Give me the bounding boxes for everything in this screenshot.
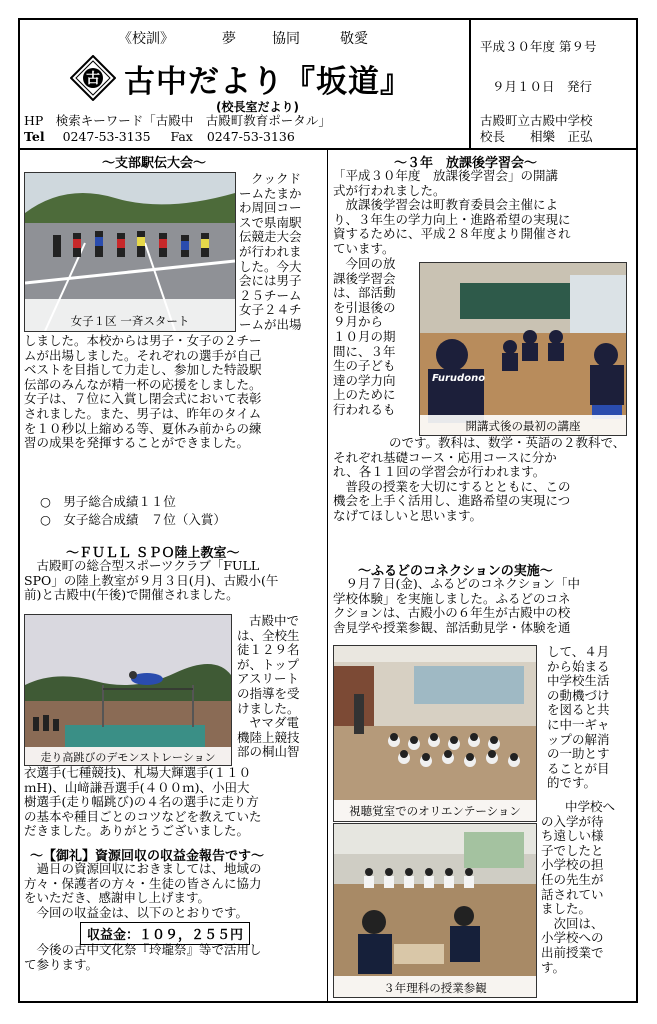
study-heading: ～３年 放課後学習会～ xyxy=(394,156,538,171)
text-line: て参ります。 xyxy=(24,956,99,972)
text-line: ち遠しい様 xyxy=(541,828,604,844)
result-female: ○ 女子総合成績 ７位（入賞） xyxy=(40,511,226,527)
connection-side-text-1 xyxy=(547,645,633,791)
text-line: 今回の収益金は、以下のとおりです。 xyxy=(24,904,249,920)
text-line: 過日の資源回収におきましては、地域の xyxy=(24,861,262,876)
text-line: 話されてい xyxy=(541,886,604,902)
text-line: しました。本校からは男子・女子の２チー xyxy=(24,333,262,348)
fullspo-body-text xyxy=(24,766,324,839)
study-photo-caption: 開講式後の最初の講座 xyxy=(465,419,581,433)
text-line: 中学校へ xyxy=(565,799,616,814)
text-line: １０月の期 xyxy=(333,328,396,344)
text-line: 間に、３年 xyxy=(333,343,396,359)
text-line: 今回の放 xyxy=(333,256,396,271)
text-line: ベストを目指して力走し、参加した特設駅 xyxy=(24,362,262,378)
ekiden-results xyxy=(40,495,320,527)
result-male: ○ 男子総合成績１１位 xyxy=(40,494,176,509)
text-line: が、トップ xyxy=(237,656,300,672)
text-line: 徒１２９名 xyxy=(237,642,300,658)
text-line: に中一ギャ xyxy=(547,716,610,732)
connection-photo-1 xyxy=(333,645,537,822)
study-body-text xyxy=(333,436,633,524)
connection-side-text-2 xyxy=(541,800,633,975)
study-shirt-text: Furudono xyxy=(432,373,486,384)
text-line: ームが出場 xyxy=(239,316,302,332)
ekiden-photo xyxy=(24,172,236,332)
header xyxy=(20,20,636,148)
recycle-heading: ～【御礼】資源回収の収益金報告です～ xyxy=(30,849,265,864)
fax-label: Fax xyxy=(170,129,193,144)
text-line: 放課後学習会は町教育委員会主催によ xyxy=(333,197,559,213)
connection-photo-2 xyxy=(333,823,537,998)
text-line: れ、各１１回の学習会が行われます。 xyxy=(333,464,546,480)
text-line: クックド xyxy=(251,171,302,186)
text-line: 出前授業で xyxy=(541,944,604,960)
text-line: 前)と古殿中(午後)で開催されました。 xyxy=(24,587,239,603)
text-line: 達の学力向 xyxy=(333,372,396,388)
motto-label: 《校訓》 xyxy=(118,31,174,47)
text-line: 資するために、平成２８年度より開催され xyxy=(333,226,571,242)
text-line: の指導を受 xyxy=(237,685,300,701)
text-line: 機陸上競技 xyxy=(237,729,300,745)
text-line: 樹選手(走り幅跳び)の４名の選手に走り方 xyxy=(24,794,259,810)
text-line: の動機づけ xyxy=(547,687,610,703)
text-line: わ周回コー xyxy=(239,200,302,216)
tel-line xyxy=(24,130,295,145)
text-line: を引退後の xyxy=(333,299,396,315)
study-side-text xyxy=(333,257,417,418)
text-line: 伝部のみんなが精一杯の応援をしました。 xyxy=(24,376,262,392)
motto-word-2: 協同 xyxy=(272,31,300,47)
fullspo-side-text xyxy=(237,614,325,760)
text-line: 式が行われました。 xyxy=(333,182,446,198)
text-line: クションは、古殿小の６年生が古殿中の校 xyxy=(333,605,571,621)
text-line: を図ると共 xyxy=(547,702,610,718)
fax-number: 0247-53-3136 xyxy=(206,129,295,144)
school-logo-text: 古 xyxy=(86,71,100,87)
text-line: 的です。 xyxy=(547,775,597,791)
text-line: の基本や種目ごとのコツなどを教えていた xyxy=(24,808,262,824)
text-line: ました。 xyxy=(541,901,592,917)
text-line: 中学校生活 xyxy=(547,673,610,689)
text-line: す。 xyxy=(541,959,566,975)
school-name: 古殿町立古殿中学校 xyxy=(480,113,593,128)
text-line: ップの解消 xyxy=(547,731,610,747)
column-divider xyxy=(327,150,328,1001)
text-line: けました。 xyxy=(237,700,300,716)
text-line: ることが目 xyxy=(547,760,610,776)
text-line: 習の成果を発揮することができました。 xyxy=(24,435,250,451)
text-line: 普段の授業を大切にするとともに、この xyxy=(333,478,571,494)
principal-name: 校長 相樂 正弘 xyxy=(480,129,593,144)
text-line: 小学校への xyxy=(541,930,604,946)
recycle-amount: 収益金：１０９，２５５円 xyxy=(80,922,250,945)
fullspo-photo-caption: 走り高跳びのデモンストレーション xyxy=(40,751,216,764)
fullspo-heading: ～ＦＵＬＬ ＳＰＯ陸上教室～ xyxy=(66,546,240,561)
text-line: ２５チーム xyxy=(239,287,302,303)
text-line: から始まる xyxy=(547,658,610,674)
text-line: り、３年生の学力向上・進路希望の実現に xyxy=(333,211,571,227)
text-line: 伝競走大会 xyxy=(239,229,302,245)
text-line: されました。また、男子は、昨年のタイム xyxy=(24,405,262,421)
text-line: 古殿中で xyxy=(249,613,300,628)
text-line: 女子は、７位に入賞し閉会式において表彰 xyxy=(24,391,262,407)
text-line: 課後学習会 xyxy=(333,270,396,286)
text-line: 「平成３０年度 放課後学習会」の開講 xyxy=(333,168,559,183)
text-line: 女子２４チ xyxy=(239,302,302,318)
text-line: スで県南駅 xyxy=(239,214,302,230)
connection-intro-text xyxy=(333,577,633,635)
text-line: は、部活動 xyxy=(333,285,396,301)
text-line: 部の桐山智 xyxy=(237,744,300,760)
newsletter-title: 古中だより『坂道』 xyxy=(124,64,412,100)
text-line: ヤマダ電 xyxy=(249,715,300,731)
text-line: は、全校生 xyxy=(237,627,300,643)
text-line: をいただき、感謝申し上げます。 xyxy=(24,890,211,906)
text-line: 機会を上手く活用し、進路希望の実現につ xyxy=(333,493,571,509)
recycle-closing-text xyxy=(24,943,324,972)
text-line: 子でしたと xyxy=(541,842,604,858)
text-line: 任の先生が xyxy=(541,871,604,887)
ekiden-side-text xyxy=(239,172,325,333)
text-line: だきました。ありがとうございました。 xyxy=(24,823,250,839)
text-line: 舎見学や授業参観、部活動見学・体験を通 xyxy=(333,619,571,635)
text-line: して、４月 xyxy=(547,644,610,659)
connection-photo-1-caption: 視聴覚室でのオリエンテーション xyxy=(349,804,521,818)
text-line: の一助とす xyxy=(547,746,610,762)
text-line: 生の子ども xyxy=(333,358,396,374)
text-line: なげてほしいと思います。 xyxy=(333,507,483,523)
text-line: ています。 xyxy=(333,240,395,256)
study-photo xyxy=(419,262,627,436)
text-line: を１０秒以上縮める等、夏休み前からの練 xyxy=(24,420,262,436)
fullspo-photo xyxy=(24,614,232,766)
text-line: 今後の古中文化祭『玲瓏祭』等で活用し xyxy=(24,942,262,957)
text-line: ームたまか xyxy=(239,185,302,201)
text-line: アスリート xyxy=(237,671,300,687)
text-line: ムが出場しました。それぞれの選手が自己 xyxy=(24,347,262,363)
fullspo-intro-text xyxy=(24,559,324,603)
connection-heading: ～ふるどのコネクションの実施～ xyxy=(358,564,553,579)
text-line: ９月７日(金)、ふるどのコネクション「中 xyxy=(333,576,581,591)
text-line: それぞれ基礎コース・応用コースに分か xyxy=(333,449,557,465)
header-rule xyxy=(20,148,636,150)
text-line: 衣選手(七種競技)、札場大輝選手(１１０ xyxy=(24,765,252,780)
tel-label: Tel xyxy=(24,129,45,144)
motto-word-3: 敬愛 xyxy=(340,31,368,47)
text-line: 行われるも xyxy=(333,401,396,417)
text-line: 次回は、 xyxy=(541,915,604,931)
connection-photo-2-caption: ３年理科の授業参観 xyxy=(383,981,487,995)
issue-number: 平成３０年度 第９号 xyxy=(480,39,597,54)
ekiden-photo-caption: 女子１区 一斉スタート xyxy=(70,314,190,328)
text-line: SPO」の陸上教室が９月３日(月)、古殿小(午 xyxy=(24,572,279,588)
text-line: ９月から xyxy=(333,314,384,330)
header-divider xyxy=(469,20,471,148)
ekiden-body-text xyxy=(24,334,324,451)
text-line: 小学校の担 xyxy=(541,857,604,873)
text-line: ｍH)、山﨑謙吾選手(４００ｍ)、小田大 xyxy=(24,779,250,795)
issue-date: ９月１０日 発行 xyxy=(492,79,593,94)
motto-word-1: 夢 xyxy=(222,31,236,47)
recycle-body-text xyxy=(24,862,324,920)
hp-line: HP 検索キーワード「古殿中 古殿町教育ポータル」 xyxy=(24,113,331,128)
text-line: 学校体験」を実施しました。ふるどのコネ xyxy=(333,590,571,606)
text-line: のです。教科は、数学・英語の２教科で、 xyxy=(389,435,626,450)
text-line: 会には男子 xyxy=(239,273,302,289)
text-line: した。今大 xyxy=(239,258,302,274)
text-line: が行われま xyxy=(239,243,302,259)
text-line: 上のために xyxy=(333,387,396,403)
ekiden-heading: ～支部駅伝大会～ xyxy=(102,156,207,171)
tel-number: 0247-53-3135 xyxy=(62,129,151,144)
study-intro-text xyxy=(333,169,633,257)
text-line: 古殿町の総合型スポーツクラブ「FULL xyxy=(24,558,260,573)
newsletter-subtitle: (校長室だより) xyxy=(216,100,299,114)
text-line: 方々・保護者の方々・生徒の皆さんに協力 xyxy=(24,875,262,891)
school-logo xyxy=(70,55,116,101)
text-line: の入学が待 xyxy=(541,813,604,829)
